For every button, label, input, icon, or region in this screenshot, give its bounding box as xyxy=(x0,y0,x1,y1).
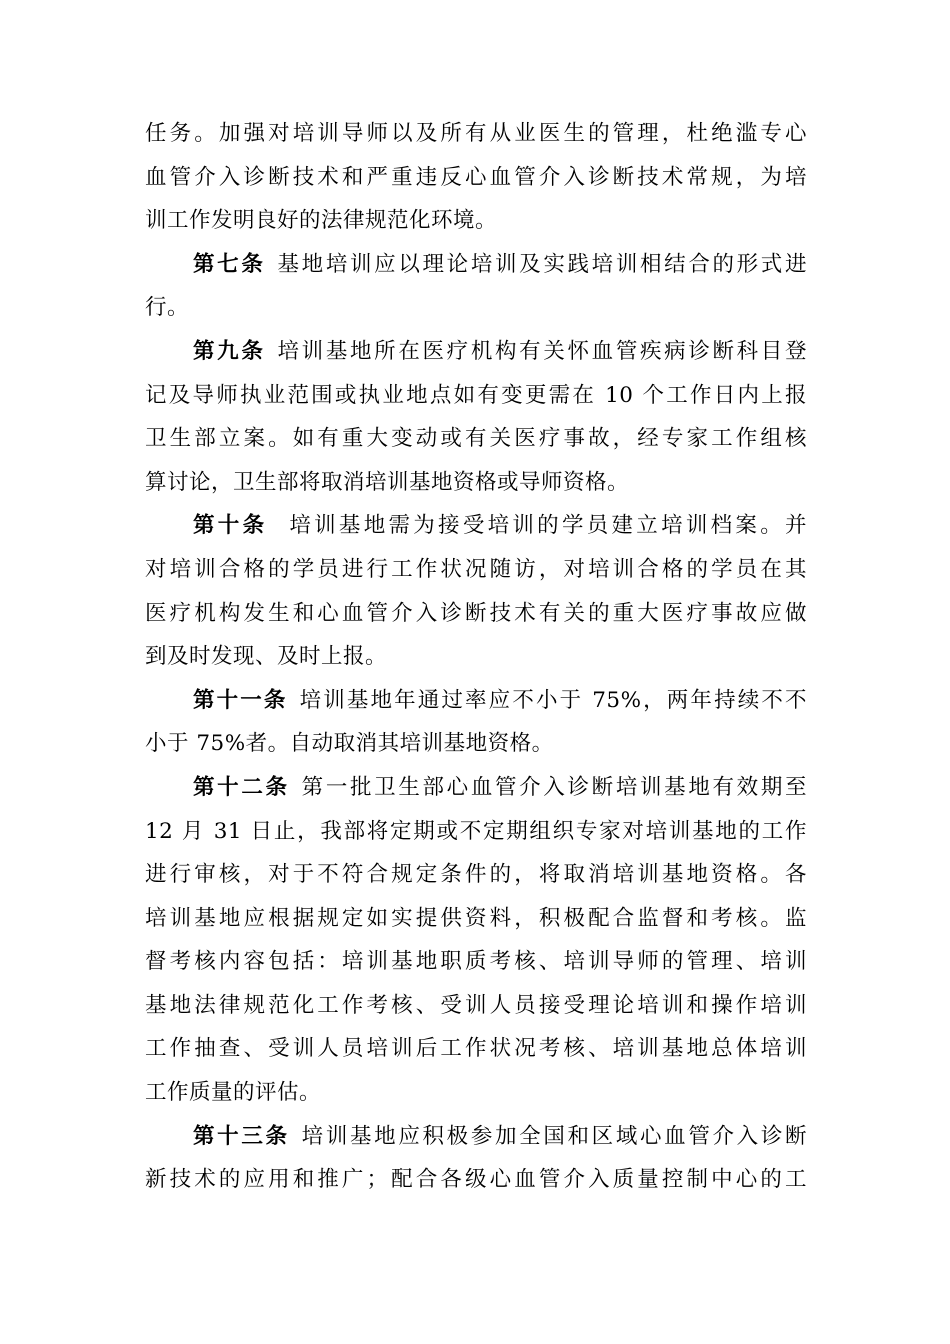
text-line: 督考核内容包括：培训基地职质考核、培训导师的管理、培训 xyxy=(145,949,807,975)
article-text: 培训基地所在医疗机构有关怀血管疾病诊断科目登 xyxy=(277,338,807,364)
text-line: 工作质量的评估。 xyxy=(145,1080,322,1106)
article-heading: 第九条 xyxy=(193,338,266,364)
article-heading: 第十二条 xyxy=(193,774,290,800)
article-11 xyxy=(145,679,807,766)
text-line xyxy=(145,766,807,810)
text-line: 培训基地应根据规定如实提供资料，积极配合监督和考核。监 xyxy=(145,905,807,931)
text-line xyxy=(145,330,807,374)
article-text: 基地培训应以理论培训及实践培训相结合的形式进 xyxy=(277,251,807,277)
text-line xyxy=(145,243,807,287)
article-heading: 第十一条 xyxy=(193,687,288,713)
article-heading: 第七条 xyxy=(193,251,266,277)
article-7 xyxy=(145,243,807,330)
article-text: 培训基地应积极参加全国和区域心血管介入诊断 xyxy=(301,1123,807,1149)
text-line: 卫生部立案。如有重大变动或有关医疗事故，经专家工作组核 xyxy=(145,426,807,452)
text-line xyxy=(145,1115,807,1159)
text-line: 12 月 31 日止，我部将定期或不定期组织专家对培训基地的工作 xyxy=(145,818,807,844)
text-line: 任务。加强对培训导师以及所有从业医生的管理，杜绝滥专心 xyxy=(145,121,807,146)
text-line: 基地法律规范化工作考核、受训人员接受理论培训和操作培训 xyxy=(145,992,807,1018)
text-line: 记及导师执业范围或执业地点如有变更需在 10 个工作日内上报 xyxy=(145,382,807,408)
text-line: 医疗机构发生和心血管介入诊断技术有关的重大医疗事故应做 xyxy=(145,600,807,626)
text-line: 到及时发现、及时上报。 xyxy=(145,644,388,670)
text-line: 算讨论，卫生部将取消培训基地资格或导师资格。 xyxy=(145,469,630,495)
text-line: 对培训合格的学员进行工作状况随访，对培训合格的学员在其 xyxy=(145,556,807,582)
text-line: 训工作发明良好的法律规范化环境。 xyxy=(145,208,498,234)
document-page xyxy=(145,112,807,1202)
article-text: 培训基地需为接受培训的学员建立培训档案。并 xyxy=(289,513,807,539)
article-text: 培训基地年通过率应不小于 75%，两年持续不不 xyxy=(299,687,807,713)
text-line xyxy=(145,504,807,548)
text-line xyxy=(145,679,807,723)
text-line: 工作抽查、受训人员培训后工作状况考核、培训基地总体培训 xyxy=(145,1036,807,1062)
article-heading: 第十三条 xyxy=(193,1123,290,1149)
text-line: 小于 75%者。自动取消其培训基地资格。 xyxy=(145,731,554,757)
article-10 xyxy=(145,504,807,678)
text-line: 进行审核，对于不符合规定条件的，将取消培训基地资格。各 xyxy=(145,862,807,888)
article-12 xyxy=(145,766,807,1115)
article-9 xyxy=(145,330,807,504)
text-line: 行。 xyxy=(145,295,190,321)
article-13 xyxy=(145,1115,807,1202)
text-line: 新技术的应用和推广；配合各级心血管介入质量控制中心的工 xyxy=(145,1167,807,1193)
article-text: 第一批卫生部心血管介入诊断培训基地有效期至 xyxy=(301,774,807,800)
article-heading: 第十条 xyxy=(193,513,268,539)
text-line: 血管介入诊断技术和严重违反心血管介入诊断技术常规，为培 xyxy=(145,164,807,190)
intro-paragraph xyxy=(145,112,807,243)
